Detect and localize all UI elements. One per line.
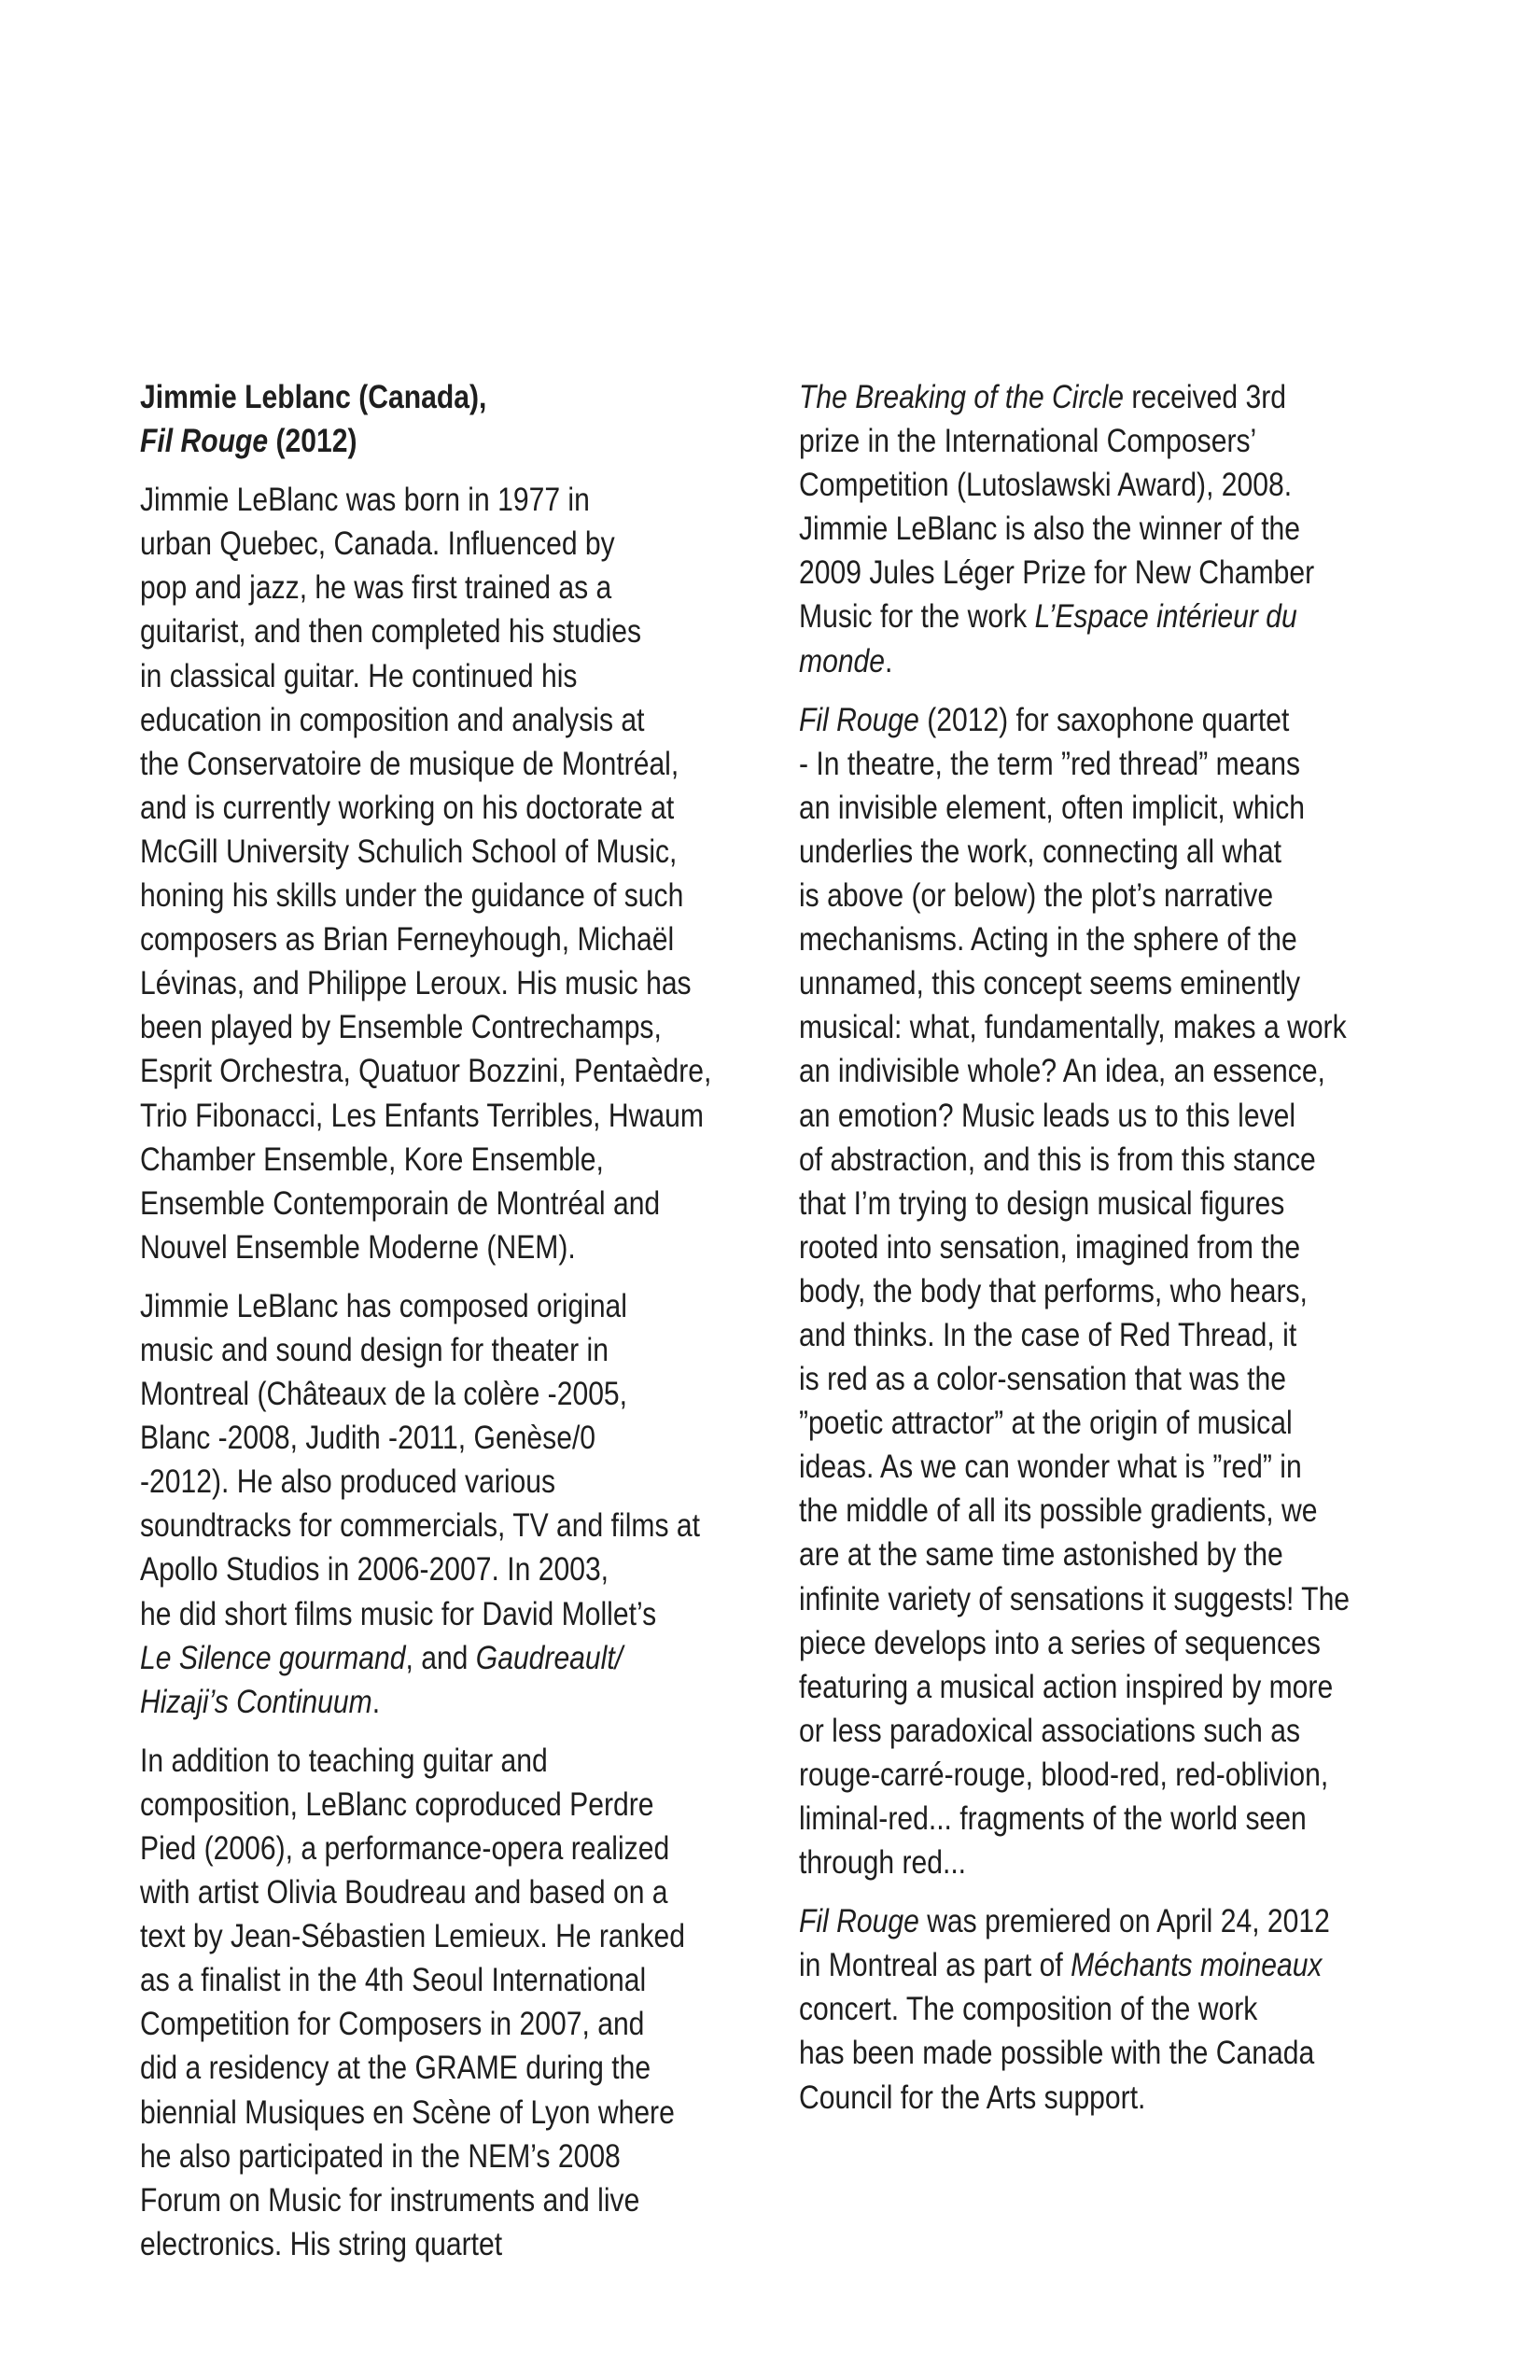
text-line: Nouvel Ensemble Moderne (NEM). bbox=[140, 1228, 576, 1266]
bio-paragraph-3 bbox=[140, 1739, 747, 2266]
text-line: the Conservatoire de musique de Montréal, bbox=[140, 745, 679, 782]
bio-paragraph-2 bbox=[140, 1284, 747, 1724]
text-line bbox=[140, 1680, 662, 1724]
text-line: that I’m trying to design musical figures bbox=[799, 1184, 1285, 1222]
awards-paragraph bbox=[799, 375, 1415, 683]
work-title: The Breaking of the Circle bbox=[799, 379, 1124, 415]
text-line: prize in the International Composers’ bbox=[799, 423, 1257, 460]
text-line: ”poetic attractor” at the origin of musical bbox=[799, 1405, 1293, 1442]
text-line bbox=[799, 639, 1329, 683]
text-line: electronics. His string quartet bbox=[140, 2225, 503, 2262]
text-line: in classical guitar. He continued his bbox=[140, 657, 578, 694]
text-line: and thinks. In the case of Red Thread, it bbox=[799, 1316, 1297, 1353]
text-line: In addition to teaching guitar and bbox=[140, 1742, 548, 1779]
text-line: underlies the work, connecting all what bbox=[799, 833, 1282, 870]
premiere-paragraph bbox=[799, 1899, 1415, 2119]
text-line: as a finalist in the 4th Seoul International bbox=[140, 1962, 647, 1999]
text-line: are at the same time astonished by the bbox=[799, 1536, 1283, 1574]
text-line: Blanc -2008, Judith -2011, Genèse/0 bbox=[140, 1420, 596, 1457]
text-line: Competition (Lutoslawski Award), 2008. bbox=[799, 467, 1293, 504]
text-line: 2009 Jules Léger Prize for New Chamber bbox=[799, 554, 1315, 592]
text-line: through red... bbox=[799, 1844, 967, 1882]
text-line: of abstraction, and this is from this stance bbox=[799, 1141, 1316, 1178]
text-line bbox=[799, 375, 1329, 419]
work-title: L’Espace intérieur du bbox=[1034, 598, 1297, 636]
text-line: -2012). He also produced various bbox=[140, 1463, 556, 1501]
film-title: Hizaji’s Continuum bbox=[140, 1683, 372, 1720]
text-line: Pied (2006), a performance-opera realized bbox=[140, 1830, 670, 1867]
text-line: text by Jean-Sébastien Lemieux. He ranked bbox=[140, 1918, 685, 1955]
text-line: ideas. As we can wonder what is ”red” in bbox=[799, 1449, 1302, 1486]
text-segment: . bbox=[371, 1683, 381, 1720]
text-line: featuring a musical action inspired by more bbox=[799, 1668, 1334, 1705]
text-line: rooted into sensation, imagined from the bbox=[799, 1228, 1301, 1266]
text-line: unnamed, this concept seems eminently bbox=[799, 965, 1301, 1002]
text-line: Competition for Composers in 2007, and bbox=[140, 2006, 645, 2043]
text-line: urban Quebec, Canada. Influenced by bbox=[140, 525, 615, 563]
text-line bbox=[799, 1943, 1329, 1987]
text-line: education in composition and analysis at bbox=[140, 701, 645, 738]
text-segment: Music for the work bbox=[799, 598, 1035, 636]
text-line: Esprit Orchestra, Quatuor Bozzini, Pentaèdre, bbox=[140, 1053, 712, 1090]
text-line: mechanisms. Acting in the sphere of the bbox=[799, 921, 1297, 959]
text-line: did a residency at the GRAME during the bbox=[140, 2050, 651, 2087]
bio-paragraph-1 bbox=[140, 478, 747, 1269]
text-line: pop and jazz, he was first trained as a bbox=[140, 569, 612, 607]
text-line: or less paradoxical associations such as bbox=[799, 1712, 1301, 1749]
text-segment: , and bbox=[405, 1639, 476, 1676]
bio-heading-line-1: Jimmie Leblanc (Canada), bbox=[140, 379, 487, 415]
text-line: Ensemble Contemporain de Montréal and bbox=[140, 1184, 661, 1222]
right-column bbox=[799, 375, 1415, 2120]
text-line: musical: what, fundamentally, makes a work bbox=[799, 1009, 1347, 1046]
text-line: is red as a color-sensation that was the bbox=[799, 1361, 1287, 1398]
text-line: Chamber Ensemble, Kore Ensemble, bbox=[140, 1141, 604, 1178]
film-title: Le Silence gourmand bbox=[140, 1639, 406, 1676]
text-line: liminal-red... fragments of the world seen bbox=[799, 1800, 1307, 1837]
work-title: Fil Rouge bbox=[140, 423, 269, 460]
text-line: an invisible element, often implicit, which bbox=[799, 789, 1306, 826]
text-line: music and sound design for theater in bbox=[140, 1331, 609, 1368]
text-line: McGill University Schulich School of Music, bbox=[140, 833, 678, 870]
text-line: composition, LeBlanc coproduced Perdre bbox=[140, 1785, 654, 1823]
text-line: been played by Ensemble Contrechamps, bbox=[140, 1009, 662, 1046]
text-line: piece develops into a series of sequences bbox=[799, 1624, 1321, 1661]
text-segment: (2012) for saxophone quartet bbox=[918, 701, 1290, 738]
text-line: Forum on Music for instruments and live bbox=[140, 2181, 640, 2219]
text-segment: . bbox=[885, 642, 893, 679]
concert-title: Méchants moineaux bbox=[1071, 1947, 1323, 1984]
text-line: Montreal (Châteaux de la colère -2005, bbox=[140, 1376, 628, 1413]
text-line bbox=[799, 1899, 1329, 1943]
text-line: rouge-carré-rouge, blood-red, red-oblivion, bbox=[799, 1756, 1329, 1793]
text-line: - In theatre, the term ”red thread” means bbox=[799, 745, 1301, 782]
text-line: he did short films music for David Mollet’s bbox=[140, 1595, 657, 1632]
text-line: an indivisible whole? An idea, an essence, bbox=[799, 1053, 1325, 1090]
text-line: Council for the Arts support. bbox=[799, 2079, 1146, 2116]
work-title: Fil Rouge bbox=[799, 701, 919, 738]
text-line: body, the body that performs, who hears, bbox=[799, 1272, 1308, 1309]
film-title: Gaudreault/ bbox=[475, 1639, 623, 1676]
text-line: concert. The composition of the work bbox=[799, 1991, 1258, 2028]
text-line: an emotion? Music leads us to this level bbox=[799, 1097, 1296, 1134]
text-line: Trio Fibonacci, Les Enfants Terribles, Hwaum bbox=[140, 1097, 704, 1134]
text-line: he also participated in the NEM’s 2008 bbox=[140, 2137, 621, 2175]
program-note-paragraph bbox=[799, 698, 1415, 1885]
work-year: (2012) bbox=[268, 423, 357, 460]
text-line: with artist Olivia Boudreau and based on a bbox=[140, 1874, 668, 1911]
left-column bbox=[140, 375, 747, 2266]
text-line: honing his skills under the guidance of such bbox=[140, 877, 684, 915]
text-line: biennial Musiques en Scène of Lyon where bbox=[140, 2093, 675, 2131]
text-line bbox=[799, 698, 1329, 742]
text-line: guitarist, and then completed his studies bbox=[140, 613, 642, 651]
text-line bbox=[140, 1636, 662, 1680]
text-line: soundtracks for commercials, TV and films at bbox=[140, 1507, 700, 1545]
text-line: composers as Brian Ferneyhough, Michaël bbox=[140, 921, 675, 959]
text-line: is above (or below) the plot’s narrative bbox=[799, 877, 1274, 915]
text-line: has been made possible with the Canada bbox=[799, 2035, 1315, 2072]
text-line: and is currently working on his doctorate at bbox=[140, 789, 675, 826]
text-segment: was premiered on April 24, 2012 bbox=[918, 1903, 1330, 1940]
bio-heading-line-2 bbox=[140, 419, 662, 463]
text-segment: received 3rd bbox=[1123, 379, 1286, 415]
text-line: Apollo Studios in 2006-2007. In 2003, bbox=[140, 1551, 609, 1589]
work-title: Fil Rouge bbox=[799, 1903, 919, 1940]
text-line: Lévinas, and Philippe Leroux. His music has bbox=[140, 965, 692, 1002]
text-line bbox=[799, 595, 1329, 638]
text-line: Jimmie LeBlanc has composed original bbox=[140, 1287, 627, 1324]
text-line: Jimmie LeBlanc was born in 1977 in bbox=[140, 482, 590, 519]
text-line: Jimmie LeBlanc is also the winner of the bbox=[799, 511, 1301, 548]
text-segment: in Montreal as part of bbox=[799, 1947, 1071, 1984]
text-line: infinite variety of sensations it suggests! The bbox=[799, 1580, 1351, 1617]
text-line: the middle of all its possible gradients, we bbox=[799, 1492, 1318, 1530]
work-title: monde bbox=[799, 642, 886, 679]
